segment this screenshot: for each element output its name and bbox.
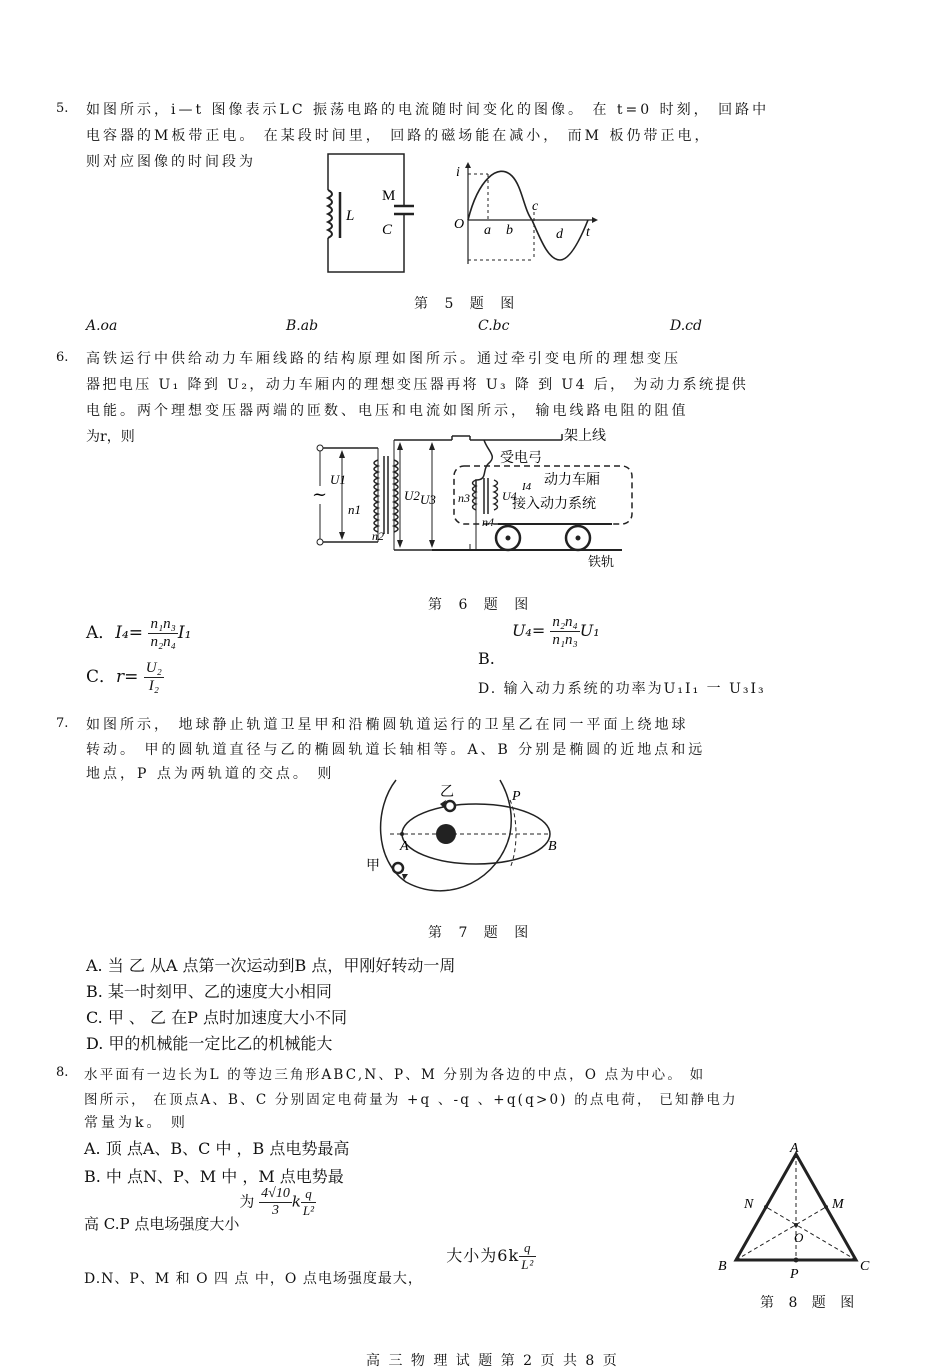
q7-line1: 如图所示， 地球静止轨道卫星甲和沿椭圆轨道运行的卫星乙在同一平面上绕地球 (86, 717, 689, 733)
q8-option-b: B. 中 点N、P、M 中 ，M 点电势最 (84, 1167, 344, 1186)
lc-circuit-figure (320, 150, 420, 275)
graph-label-b: b (506, 223, 513, 238)
label-jia: 甲 (366, 858, 380, 874)
orbit-figure (360, 778, 570, 898)
q8-option-c-L2: L² (302, 1203, 315, 1218)
q6-number: 6. (56, 350, 69, 365)
q6-line1: 高铁运行中供给动力车厢线路的结构原理如图所示。通过牵引变电所的理想变压 (86, 351, 681, 367)
label-power-system: 接入动力系统 (512, 496, 596, 512)
tri-label-A: A (790, 1141, 799, 1156)
q6-option-b-label: B. (478, 649, 495, 668)
q5-line2: 电容器的M板带正电。 在某段时间里， 回路的磁场能在减小， 而M 板仍带正电， (86, 128, 712, 144)
q7-number: 7. (56, 716, 69, 731)
q5-option-d: D.cd (670, 318, 702, 334)
q8-option-c-k: k (291, 1192, 301, 1211)
q6-option-b-denominator: n₁n₃ (552, 632, 578, 648)
graph-label-t: t (586, 225, 590, 240)
q6-option-c-numerator: U₂ (145, 660, 162, 676)
q8-option-c-q: q (301, 1186, 316, 1203)
triangle-figure (712, 1140, 882, 1280)
q6-option-c-label: C． (86, 667, 117, 687)
ac-source-symbol: ~ (312, 484, 328, 505)
q6-line2: 器把电压 U₁ 降到 U₂，动力车厢内的理想变压器再将 U₃ 降 到 U4 后， 为动力系统提供 (86, 377, 749, 393)
q8-caption: 第 8 题 图 (760, 1295, 860, 1311)
label-A: A (400, 839, 409, 854)
q7-option-a: A. 当 乙 从A 点第一次运动到B 点，甲刚好转动一周 (86, 956, 456, 975)
label-power-car: 动力车厢 (544, 472, 600, 488)
page-footer: 高 三 物 理 试 题 第 2 页 共 8 页 (366, 1353, 619, 1369)
label-B: B (548, 839, 557, 854)
earth-icon (436, 824, 456, 844)
satellite-yi-icon (445, 801, 455, 811)
q8-option-a: A. 顶 点A、B、C 中 ，B 点电势最高 (84, 1139, 350, 1158)
graph-label-d: d (556, 227, 563, 242)
graph-label-a: a (484, 223, 491, 238)
lc-label-C: C (382, 222, 393, 238)
q7-option-d: D. 甲的机械能一定比乙的机械能大 (86, 1034, 333, 1053)
tri-label-B: B (718, 1259, 727, 1274)
q5-line1: 如图所示，i—t 图像表示LC 振荡电路的电流随时间变化的图像。 在 t=0 时刻， 回路中 (86, 102, 770, 118)
q8-line3: 常量为k。 则 (84, 1115, 188, 1131)
label-U1: U1 (330, 472, 346, 487)
label-U4: U4 (502, 489, 517, 503)
q8-option-d-L2: L² (521, 1257, 535, 1272)
q8-option-d-q: q (519, 1240, 536, 1257)
label-U2: U2 (404, 488, 420, 503)
q7-line2: 转动。 甲的圆轨道直径与乙的椭圆轨道长轴相等。A、B 分别是椭圆的近地点和远 (86, 742, 706, 758)
label-U3: U3 (420, 492, 436, 507)
q5-caption: 第 5 题 图 (414, 296, 521, 312)
q6-line4: 为r，则 (86, 429, 135, 445)
q6-caption: 第 6 题 图 (428, 597, 535, 613)
label-P: P (512, 789, 521, 804)
q8-option-c-coef: 4√10 (261, 1186, 290, 1201)
tri-label-P: P (790, 1267, 799, 1282)
label-n3: n3 (458, 491, 470, 505)
q5-option-a: A.oa (86, 318, 118, 334)
q7-caption: 第 7 题 图 (428, 925, 535, 941)
q6-option-d: D. 输入动力系统的功率为U₁I₁ 一 U₃I₃ (478, 681, 766, 697)
railway-transformer-figure (312, 428, 642, 570)
q8-option-c (84, 1186, 316, 1233)
q6-option-b-lhs: U₄= (511, 621, 546, 640)
q6-option-a-numerator: n₁n₃ (150, 616, 176, 632)
q6-option-b-tail: U₁ (579, 621, 600, 640)
lc-label-M: M (382, 188, 396, 204)
label-rail: 铁轨 (588, 555, 615, 570)
q6-option-a-lhs: I₄= (115, 623, 144, 643)
q8-option-d-text: D.N、P、M 和 O 四 点 中，O 点电场强度最大， (84, 1270, 423, 1287)
q8-option-c-three: 3 (271, 1203, 279, 1218)
graph-label-c: c (532, 199, 539, 214)
q5-line3: 则对应图像的时间段为 (86, 154, 256, 170)
q8-option-d (84, 1240, 536, 1287)
label-pantograph: 受电弓 (500, 450, 542, 466)
q7-option-c: C. 甲 、 乙 在P 点时加速度大小不同 (86, 1008, 347, 1027)
tri-label-M: M (832, 1197, 844, 1212)
q6-option-c-denominator: I₂ (148, 678, 159, 694)
i-t-graph (452, 160, 602, 270)
q8-line2: 图所示， 在顶点A、B、C 分别固定电荷量为 +q 、-q 、+q(q>0) 的点电荷， 已知静电力 (84, 1092, 738, 1108)
q6-option-a-tail: I₁ (177, 623, 192, 643)
q8-number: 8. (56, 1065, 69, 1080)
label-n2: n2 (372, 529, 384, 543)
q6-option-a (86, 616, 191, 651)
label-n1: n1 (348, 502, 361, 517)
q7-option-b: B. 某一时刻甲、乙的速度大小相同 (86, 982, 332, 1001)
q8-line1: 水平面有一边长为L 的等边三角形ABC,N、P、M 分别为各边的中点，O 点为中心。 如 (84, 1067, 706, 1083)
tri-label-C: C (860, 1259, 870, 1274)
q8-option-d-formula: 大小为6k (446, 1245, 520, 1265)
q6-option-b (478, 614, 600, 668)
q5-option-c: C.bc (478, 318, 510, 334)
q6-option-c (86, 660, 164, 695)
satellite-jia-icon (393, 863, 403, 873)
q6-option-c-lhs: r= (116, 667, 139, 687)
q6-option-a-denominator: n₂n₄ (150, 634, 176, 650)
label-I4: I4 (522, 481, 532, 493)
q8-option-c-wei: 为 (239, 1192, 255, 1211)
graph-label-i: i (456, 165, 460, 180)
q7-line3: 地点，P 点为两轨道的交点。 则 (86, 766, 335, 782)
lc-label-L: L (346, 208, 355, 224)
q6-line3: 电能。两个理想变压器两端的匝数、电压和电流如图所示， 输电线路电阻的阻值 (86, 403, 689, 419)
label-n4: n4 (482, 515, 494, 529)
label-yi: 乙 (440, 784, 454, 800)
q8-option-c-text: 高 C.P 点电场强度大小 (84, 1214, 240, 1233)
label-catenary: 架上线 (564, 428, 606, 444)
q6-option-b-numerator: n₂n₄ (552, 614, 578, 630)
tri-label-N: N (744, 1197, 754, 1212)
q6-option-a-label: A． (86, 623, 116, 643)
q5-option-b: B.ab (286, 318, 319, 334)
q5-number: 5. (56, 101, 69, 116)
tri-label-O: O (794, 1230, 804, 1245)
graph-label-O: O (454, 217, 465, 232)
